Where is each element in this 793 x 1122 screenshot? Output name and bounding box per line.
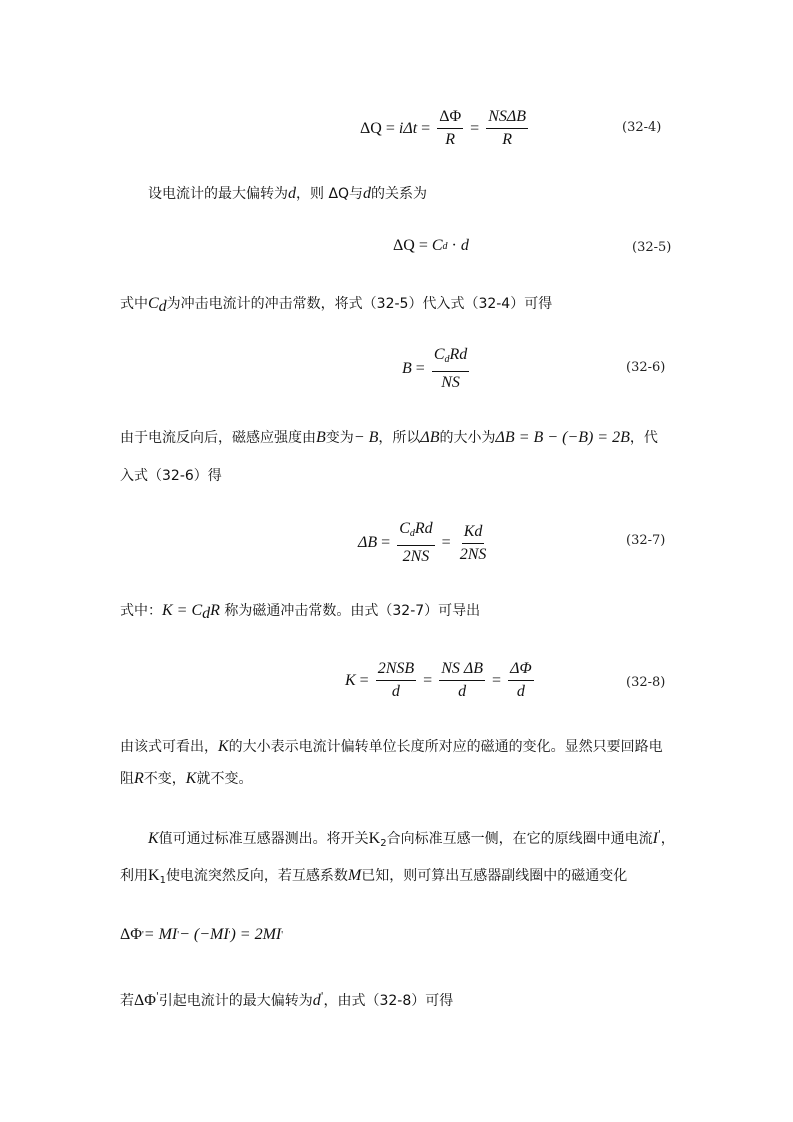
equation-number: (32-8): [626, 675, 666, 690]
equation-32-6: B = $\frac{C_dRd}{NS}$: [402, 346, 468, 391]
paragraph: 式中$C_d$为冲击电流计的冲击常数，将式（32-5）代入式（32-4）可得: [120, 295, 553, 315]
paragraph: K值可通过标准互感器测出。将开关$K_2$合向标准互感一侧，在它的原线圈中通电流I'，: [148, 829, 675, 849]
equation-32-5: ΔQ = C d · d: [393, 237, 469, 254]
paragraph: 利用$K_1$使电流突然反向，若互感系数M已知，则可算出互感器副线圈中的磁通变化: [120, 867, 628, 886]
paragraph: 阻R不变，K就不变。: [120, 770, 253, 787]
paragraph: 若ΔΦ'引起电流计的最大偏转为d'，由式（32-8）可得: [120, 991, 454, 1009]
equation-number: (32-4): [622, 120, 662, 135]
equation-number: (32-6): [626, 360, 666, 375]
equation-32-4: ΔQ = iΔt = $\frac{\Delta\Phi}{R}$ = $\frac{\text{NSΔB}}{R}$: [360, 108, 527, 148]
paragraph: 式中：$K = C_dR$ 称为磁通冲击常数。由式（32-7）可导出: [120, 602, 481, 622]
equation-32-7: ΔB = $\frac{C_dRd}{2NS}$ = $\frac{Kd}{2NS}$: [358, 520, 487, 565]
equation-number: (32-7): [626, 533, 666, 548]
equation-number: (32-5): [632, 240, 672, 255]
paragraph: 由该式可看出，K的大小表示电流计偏转单位长度所对应的磁通的变化。显然只要回路电: [120, 738, 663, 755]
paragraph: 由于电流反向后，磁感应强度由B变为− B，所以ΔB的大小为ΔB = B − (−B) = 2B，代: [120, 429, 658, 446]
equation-32-8: K = $\frac{\text{2NSB}}{d}$ = $\frac{\text{NS ΔB}}{d}$ = $\frac{\Delta\Phi}{d}$: [345, 660, 532, 700]
paragraph: 设电流计的最大偏转为d，则 ΔQ与d的关系为: [148, 185, 428, 202]
paragraph: 入式（32-6）得: [120, 468, 222, 484]
equation-flux-change: ΔΦ ' = MI ' − (−MI ' ) = 2MI ': [120, 926, 284, 943]
